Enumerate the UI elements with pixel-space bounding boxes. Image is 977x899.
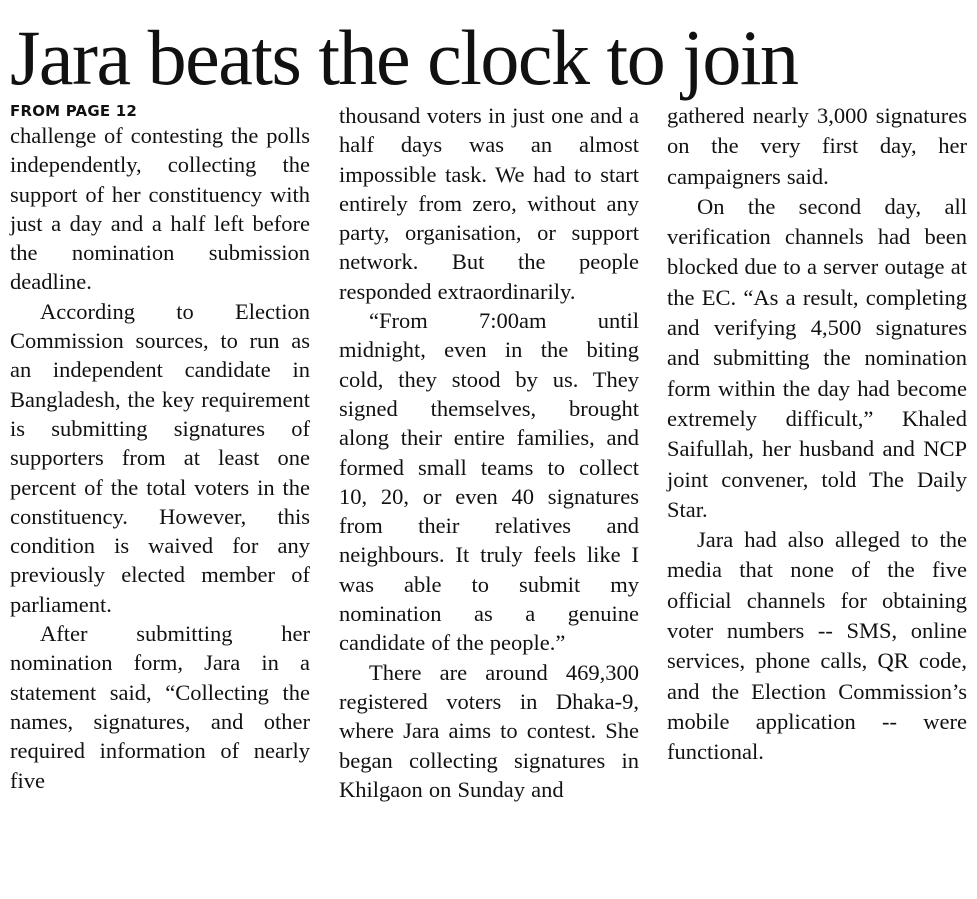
headline: Jara beats the clock to join — [10, 14, 798, 101]
paragraph: Jara had also alleged to the media that none of the five official channels for obtaining voter numbers -- SMS, online services, phone calls, QR code, and the Election Commission’s mobile application -- were functional. — [667, 527, 967, 765]
jump-line: FROM PAGE 12 — [10, 102, 137, 120]
paragraph: “From 7:00am until midnight, even in the biting cold, they stood by us. They signed themselves, brought along their entire families, and formed small teams to collect 10, 20, or even 40 signatures from their relatives and neighbours. It truly feels like I was able to submit my nomination as a genuine candidate of the people.” — [339, 308, 639, 656]
paragraph: There are around 469,300 registered voters in Dhaka-9, where Jara aims to contest. She began collecting signatures in Khilgaon on Sunday and — [339, 659, 639, 802]
paragraph: On the second day, all verification channels had been blocked due to a server outage at the EC. “As a result, completing and verifying 4,500 signatures and submitting the nomination form within the day had become extremely difficult,” Khaled Saifullah, her husband and NCP joint convener, told The Daily Star. — [667, 193, 967, 522]
article-column-3 — [667, 101, 967, 768]
paragraph: thousand voters in just one and a half days was an almost impossible task. We had to start entirely from zero, without any party, organisation, or support network. But the people responded extraordinarily. — [339, 103, 639, 304]
article-column-1 — [10, 101, 310, 795]
article-column-2 — [339, 101, 639, 804]
paragraph: After submitting her nomination form, Jara in a statement said, “Collecting the names, signatures, and other required information of nearly five — [10, 621, 310, 793]
paragraph: According to Election Commission sources, to run as an independent candidate in Bangladesh, the key requirement is submitting signatures of supporters from at least one percent of the total voters in the constituency. However, this condition is waived for any previously elected member of parliament. — [10, 298, 310, 617]
paragraph: gathered nearly 3,000 signatures on the very first day, her campaigners said. — [667, 103, 967, 189]
paragraph: challenge of contesting the polls independently, collecting the support of her constituency with just a day and a half left before the nomination submission deadline. — [10, 123, 310, 295]
